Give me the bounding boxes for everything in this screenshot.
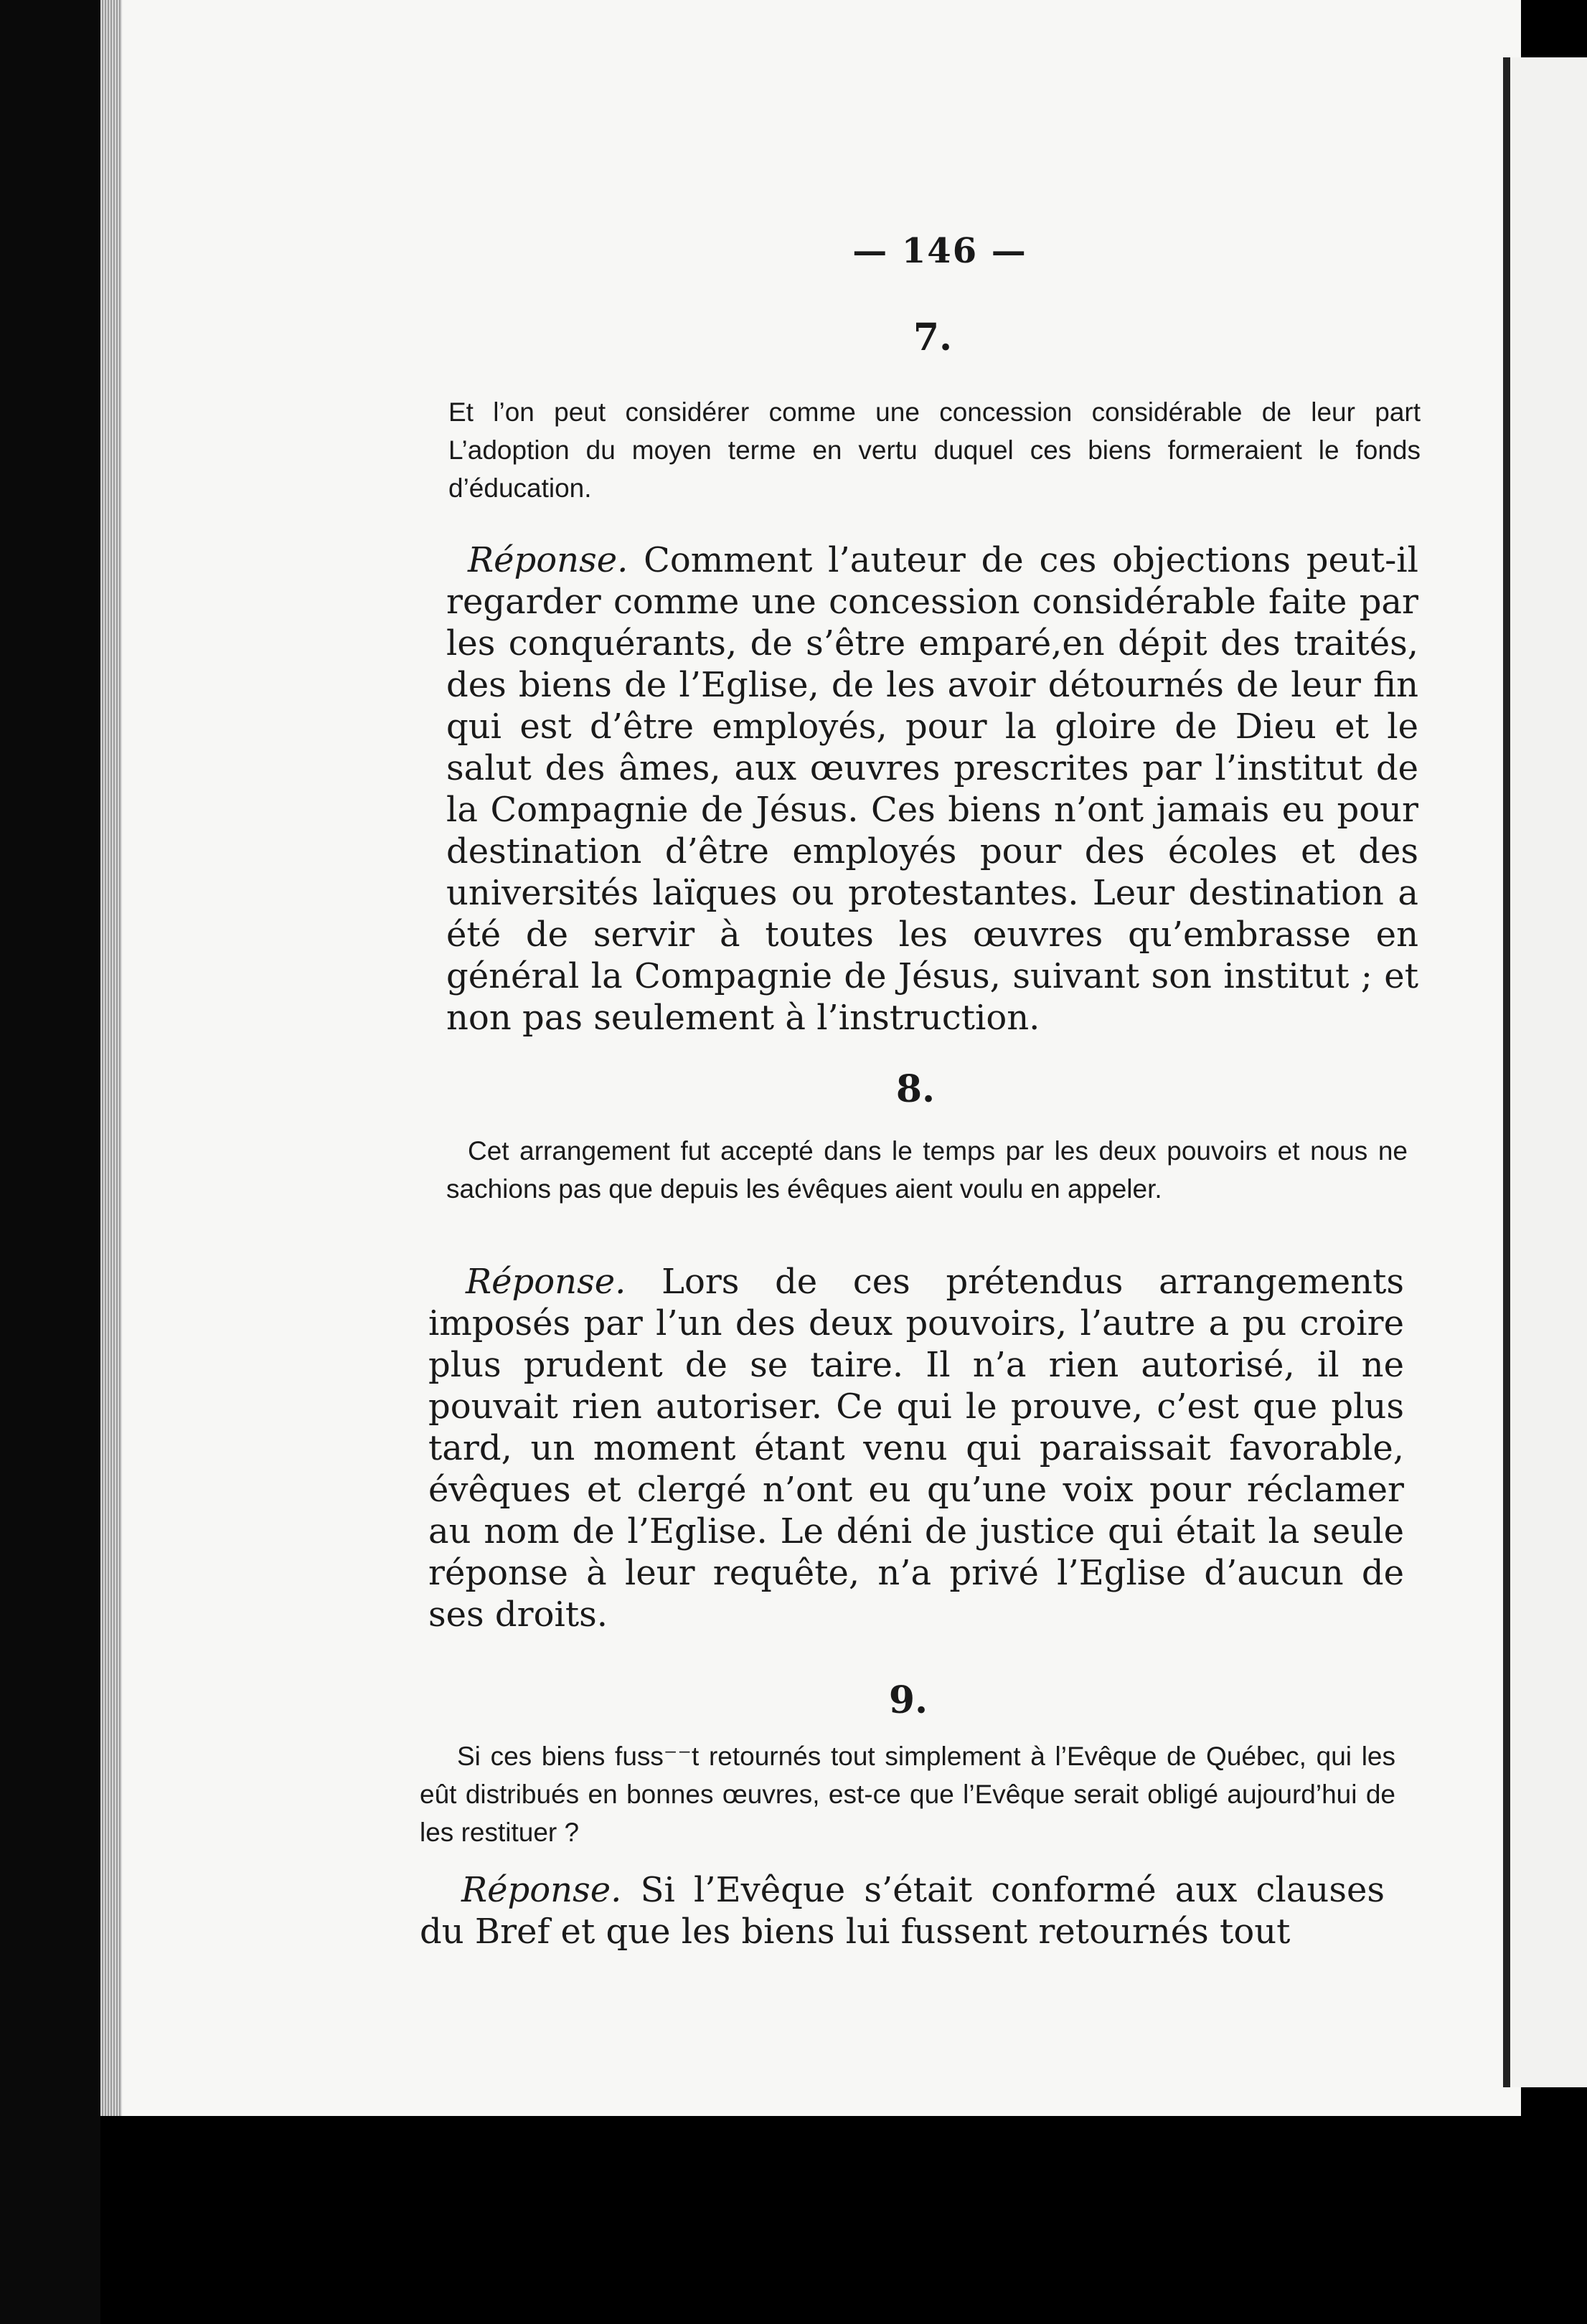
page-fold [1503, 57, 1510, 2087]
answer-lead: Réponse. [466, 1262, 626, 1302]
objection-8: Cet arrangement fut accepté dans le temps par les deux pouvoirs et nous ne sachions pas que depuis les évêques aient voulu en appeler. [446, 1136, 1408, 1204]
scan-bottom-edge [100, 2116, 1587, 2324]
adjacent-page [1510, 57, 1587, 2087]
section-number-7: 7. [913, 316, 953, 359]
section-number-9: 9. [888, 1678, 928, 1722]
book-page-edges [100, 0, 122, 2123]
answer-lead: Réponse. [468, 540, 628, 580]
answer-text: Lors de ces prétendus arrangements imposés par l’un des deux pouvoirs, l’autre a pu croire plus prudent de se taire. Il n’a rien autorisé, il ne pouvait rien autoriser. Ce qui le prouve, c’est que plus tard, un moment étant venu qui paraissait favorable, évêques et clergé n’ont eu qu’une voix pour réclamer au nom de l’Eglise. Le déni de justice qui était la seule réponse à leur requête, n’a privé l’Eglise d’aucun de ses droits. [428, 1262, 1405, 1635]
answer-7 [446, 539, 1418, 1039]
page-number: — 146 — [852, 231, 1027, 271]
section-number-8: 8. [895, 1067, 936, 1111]
scan-left-edge [0, 0, 100, 2324]
answer-8 [428, 1261, 1404, 1635]
answer-lead: Réponse. [461, 1870, 622, 1910]
answer-text: Si l’Evêque s’était conformé aux clauses du Bref et que les biens lui fussent retournés tout [420, 1870, 1385, 1952]
answer-text: Comment l’auteur de ces objections peut-il regarder comme une concession considérable faite par les conquérants, de s’être emparé,en dépit des traités, des biens de l’Eglise, de les avoir détournés de leur fin qui est d’être employés, pour la gloire de Dieu et le salut des âmes, aux œuvres prescrites par l’institut de la Compagnie de Jésus. Ces biens n’ont jamais eu pour destination d’être employés pour des écoles et des universités laïques ou protestantes. Leur destination a été de servir à toutes les œuvres qu’embrasse en général la Compagnie de Jésus, suivant son institut ; et non pas seulement à l’instruction. [446, 540, 1418, 1038]
objection-7: Et l’on peut considérer comme une concession considérable de leur part L’adoption du moyen terme en vertu duquel ces biens formeraient le fonds d’éducation. [448, 397, 1421, 503]
objection-9: Si ces biens fuss⁻⁻t retournés tout simplement à l’Evêque de Québec, qui les eût distribués en bonnes œuvres, est-ce que l’Evêque serait obligé aujourd’hui de les restituer ? [420, 1742, 1395, 1847]
answer-9 [420, 1869, 1385, 1952]
